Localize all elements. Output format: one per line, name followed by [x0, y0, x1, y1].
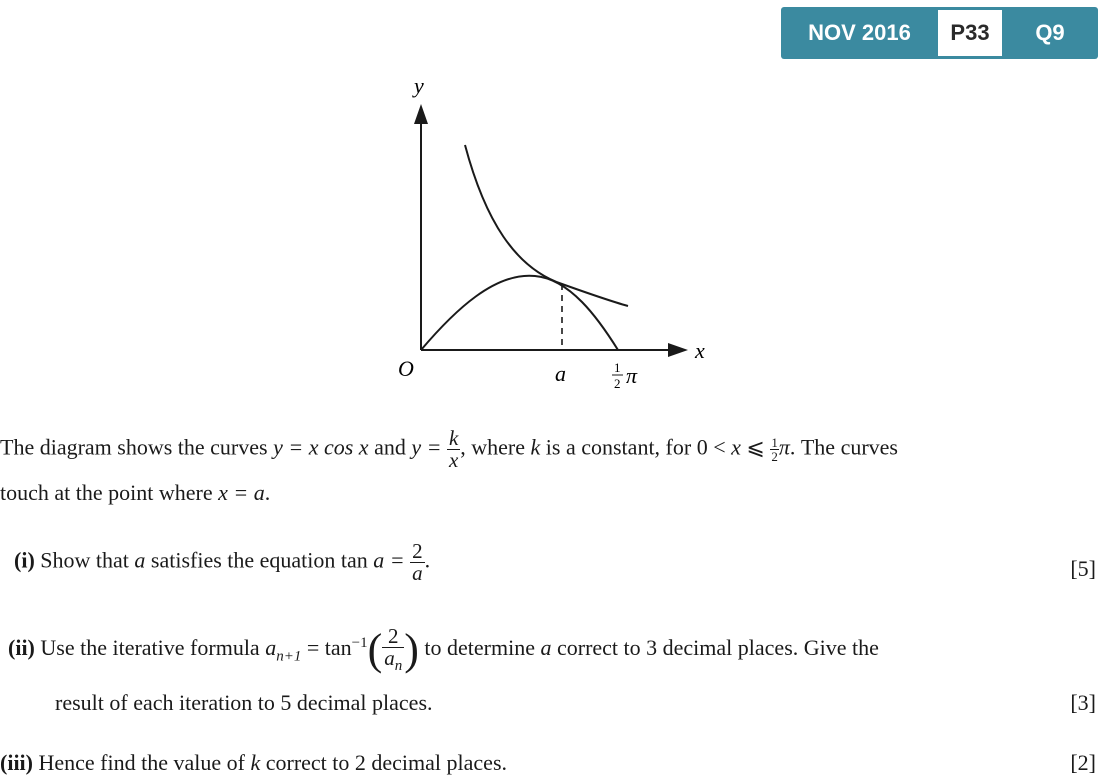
- mark-ii: [3]: [1070, 690, 1096, 715]
- fraction-2-over-an: $\frac{2}{a_n}$: [384, 624, 403, 675]
- fraction-2-over-a: $\frac{2}{a}$: [412, 539, 423, 585]
- half-den: 2: [614, 376, 621, 391]
- fraction-k-over-x: $\frac{k}{x}$: [448, 426, 459, 472]
- origin-label: O: [398, 356, 414, 381]
- x-axis-arrow: [668, 343, 688, 357]
- part-ii-line-2: result of each iteration to 5 decimal places.: [55, 690, 433, 715]
- intro-line-1: The diagram shows the curves y = x cos x and y = $\frac{k}{x}$ , where k is a constant, for 0 < x ⩽ $\frac{1}{2}$ π. The curves: [0, 426, 898, 472]
- pi-label: π: [626, 363, 638, 388]
- part-iii: (iii) Hence find the value of k correct to 2 decimal places.: [0, 750, 508, 775]
- intro-line-2: touch at the point where x = a.: [0, 480, 271, 505]
- badge-question: Q9: [1035, 20, 1065, 45]
- half-num: 1: [614, 360, 621, 375]
- a-label: a: [555, 361, 566, 386]
- badge-paper: P33: [938, 10, 1002, 56]
- part-i: (i) Show that a satisfies the equation tan a = $\frac{2}{a}$ .: [14, 539, 431, 585]
- curve-xcosx: [421, 276, 618, 350]
- curve-k-over-x: [465, 145, 628, 306]
- fraction-half: $\frac{1}{2}$: [771, 435, 778, 464]
- badge-date: NOV 2016: [808, 20, 911, 45]
- y-axis-label: y: [414, 73, 424, 98]
- mark-iii: [2]: [1070, 750, 1096, 775]
- mark-i: [5]: [1070, 556, 1096, 581]
- y-axis-arrow: [414, 104, 428, 124]
- part-ii: (ii) Use the iterative formula $a_{n+1} = \tan^{-1}$( $\frac{2}{a_n}$ ) to determine a correct to 3 decimal places. Give the: [8, 624, 879, 675]
- x-axis-label: x: [695, 338, 705, 363]
